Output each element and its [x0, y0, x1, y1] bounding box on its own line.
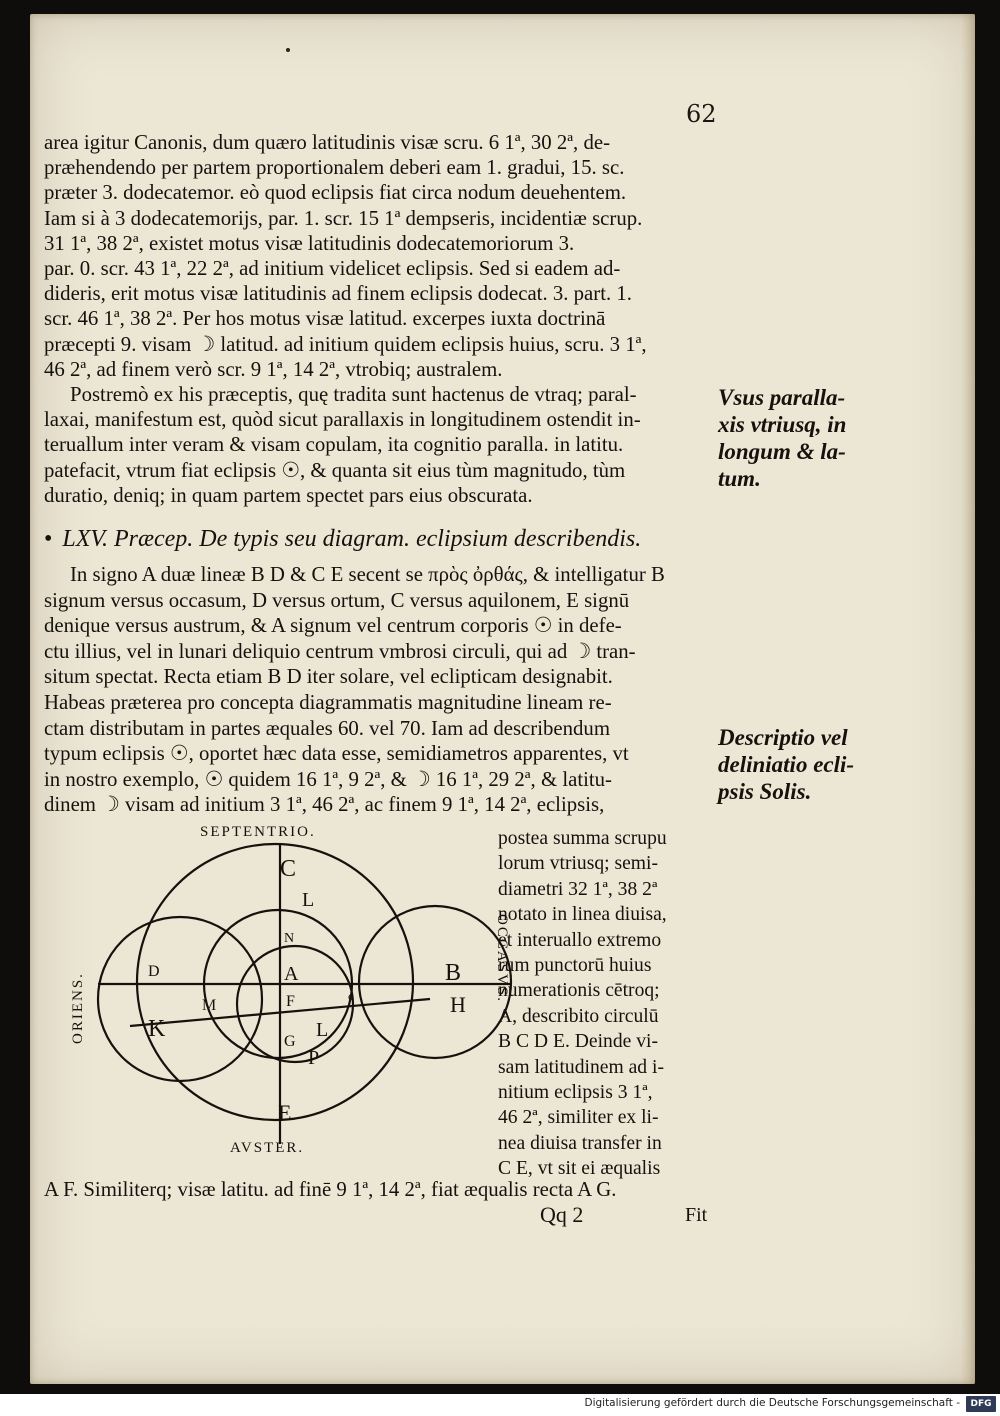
heading-text: LXV. Præcep. De typis seu diagram. eclipsium describendis. [62, 526, 642, 552]
text-line: C E, vt sit ei æqualis [498, 1158, 661, 1180]
text-line: postea summa scrupu [498, 828, 667, 849]
text-line: typum eclipsis ☉, oportet hæc data esse, semidiametros apparentes, vt [44, 742, 629, 766]
label-B: B [445, 960, 462, 986]
text-line: par. 0. scr. 43 1ª, 22 2ª, ad initium videlicet eclipsis. Sed si eadem ad- [44, 257, 621, 281]
text-line: lorum vtriusq; semi- [498, 853, 659, 875]
text-line: nea diuisa transfer in [498, 1132, 662, 1154]
text-line: laxai, manifestum est, quòd sicut parallaxis in longitudinem ostendit in- [44, 408, 641, 432]
text-line: 46 2ª, ad finem verò scr. 9 1ª, 14 2ª, vtrobiq; australem. [44, 357, 503, 381]
ink-dot [286, 48, 290, 52]
label-G: G [284, 1033, 296, 1050]
text-line: ctam distributam in partes æquales 60. vel 70. Iam ad describendum [44, 716, 610, 740]
text-line: notato in linea diuisa, [498, 904, 667, 926]
text-line: denique versus austrum, & A signum vel centrum corporis ☉ in defe- [44, 614, 622, 638]
margin-note-parallax [718, 384, 846, 492]
text-line: præter 3. dodecatemor. eò quod eclipsis fiat circa nodum deuehentem. [44, 181, 627, 205]
paragraph-3 [44, 562, 734, 818]
dfg-logo-icon: DFG [966, 1396, 996, 1412]
text-line: teruallum inter veram & visam copulam, ita cognitio paralla. in latitu. [44, 433, 624, 457]
text-line: Postremò ex his præceptis, quę tradita sunt hactenus de vtraq; paral- [70, 383, 637, 407]
label-A: A [284, 963, 299, 985]
margin-note-line: Descriptio vel [718, 725, 848, 750]
text-line: 31 1ª, 38 2ª, existet motus visæ latitudinis dodecatemoriorum 3. [44, 231, 575, 255]
label-D: D [148, 963, 160, 980]
funding-notice: Digitalisierung gefördert durch die Deutsche Forschungsgemeinschaft - [584, 1397, 960, 1409]
text-line: patefacit, vtrum fiat eclipsis ☉, & quanta sit eius tùm magnitudo, tùm [44, 458, 626, 482]
text-line: Iam si à 3 dodecatemorijs, par. 1. scr. 15 1ª dempseris, incidentiæ scrup. [44, 206, 643, 230]
text-line: præcepti 9. visam ☽ latitud. ad initium quidem eclipsis huius, scru. 3 1ª, [44, 332, 647, 356]
label-M: M [202, 997, 217, 1014]
outer-circle [137, 844, 413, 1120]
right-circle [359, 906, 511, 1058]
page-number: 62 [686, 100, 717, 128]
text-line: A, describito circulū [498, 1005, 659, 1027]
label-E: E [278, 1100, 292, 1125]
label-P: P [308, 1047, 320, 1069]
label-N: N [284, 931, 295, 946]
label-L: L [316, 1019, 329, 1041]
label-auster: AVSTER. [230, 1140, 305, 1156]
text-line: Habeas præterea pro concepta diagrammatis magnitudine lineam re- [44, 690, 612, 714]
text-line: sam latitudinem ad i- [498, 1056, 664, 1078]
margin-note-description [718, 724, 854, 805]
label-C: C [280, 856, 297, 882]
text-line: dinem ☽ visam ad initium 3 1ª, 46 2ª, ac finem 9 1ª, 14 2ª, eclipsis, [44, 793, 605, 817]
section-heading [44, 526, 734, 553]
label-oriens: ORIENS. [70, 972, 86, 1044]
text-line: diametri 32 1ª, 38 2ª [498, 878, 658, 900]
text-line: dideris, erit motus visæ latitudinis ad finem eclipsis dodecat. 3. part. 1. [44, 282, 632, 306]
label-L-top: L [302, 889, 315, 911]
catchword: Fit [685, 1204, 708, 1226]
paragraph-1 [44, 130, 726, 508]
side-text-column [492, 826, 742, 1182]
text-line: præhendendo per partem proportionalem deberi eam 1. gradui, 15. sc. [44, 156, 625, 180]
signature-mark: Qq 2 [540, 1202, 584, 1227]
closing-line: A F. Similiterq; visæ latitu. ad finē 9 1ª, 14 2ª, fiat æqualis recta A G. [44, 1178, 617, 1201]
label-septentrio: SEPTENTRIO. [200, 824, 316, 840]
margin-note-line: tum. [718, 466, 761, 491]
margin-note-line: Vsus paralla- [718, 385, 846, 410]
text-line: signum versus occasum, D versus ortum, C versus aquilonem, E signū [44, 588, 630, 612]
text-line: duratio, deniq; in quam partem spectet pars eius obscurata. [44, 483, 533, 507]
label-occasus: OCCASVS. [494, 914, 510, 1003]
margin-note-line: longum & la- [718, 439, 846, 464]
eclipse-diagram [70, 814, 520, 1159]
text-line: in nostro exemplo, ☉ quidem 16 1ª, 9 2ª, & ☽ 16 1ª, 29 2ª, & latitu- [44, 767, 612, 791]
book-page [30, 14, 975, 1384]
text-line: situm spectat. Recta etiam B D iter solare, vel eclipticam designabit. [44, 665, 613, 689]
text-line: et interuallo extremo [498, 929, 662, 951]
footer-bar [0, 1394, 1000, 1416]
label-H: H [450, 992, 466, 1017]
label-K: K [148, 1016, 166, 1042]
text-line: nitium eclipsis 3 1ª, [498, 1082, 653, 1104]
text-line: rum punctorū huius [498, 955, 652, 977]
bullet-mark: • [44, 526, 53, 552]
text-line: area igitur Canonis, dum quæro latitudinis visæ scru. 6 1ª, 30 2ª, de- [44, 131, 610, 154]
margin-note-line: xis vtriusq, in [718, 412, 847, 437]
label-F: F [286, 993, 295, 1010]
text-line: ctu illius, vel in lunari deliquio centrum vmbrosi circuli, qui ad ☽ tran- [44, 639, 636, 663]
text-line: scr. 46 1ª, 38 2ª. Per hos motus visæ latitud. excerpes iuxta doctrinā [44, 307, 606, 331]
text-line: B C D E. Deinde vi- [498, 1031, 658, 1053]
text-line: numerationis cētroq; [498, 980, 660, 1002]
text-line: 46 2ª, similiter ex li- [498, 1107, 659, 1129]
text-line: In signo A duæ lineæ B D & C E secent se πρὸς ὀρθάς, & intelligatur B [70, 563, 665, 586]
label-c: c [348, 989, 354, 1003]
margin-note-line: psis Solis. [718, 779, 812, 804]
margin-note-line: deliniatio ecli- [718, 752, 855, 777]
